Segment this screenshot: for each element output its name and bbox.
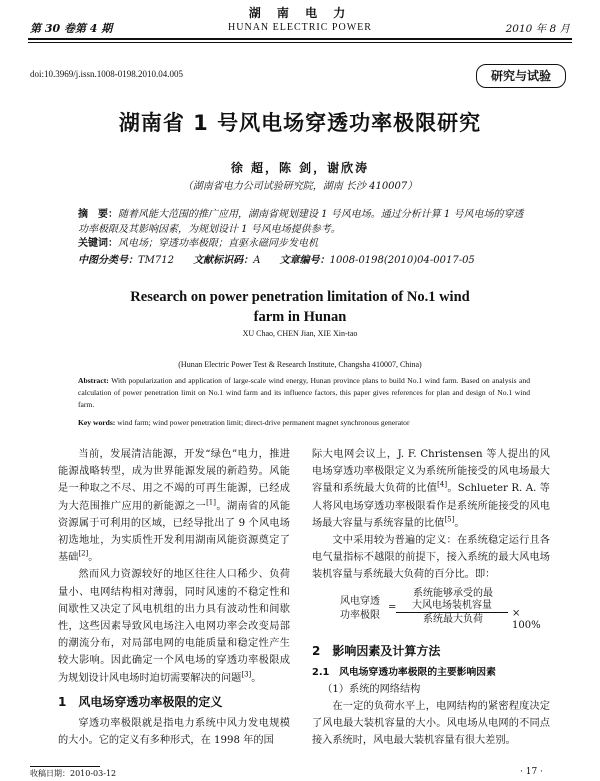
keywords-en <box>78 418 530 428</box>
paragraph: 际大电网会议上，J. F. Christensen 等人提出的风电场穿透功率极限定义为系统所能接受的风电场最大容量和系统最大负荷的比值[4]。Schlueter R. A. 等人将风电场穿透功率极限看作是系统所能接受的风电场最大容量与系统容量的比值[5]。 <box>312 449 550 529</box>
section-heading-1: 1 风电场穿透功率极限的定义 <box>58 694 223 709</box>
header-rule-thick <box>28 38 572 40</box>
received-date: 收稿日期：2010-03-12 <box>30 769 117 778</box>
paragraph: 当前，发展清洁能源，开发“绿色”电力，推进能源战略转型，成为世界能源发展的新趋势。风能是一种取之不尽、用之不竭的可再生能源，已经成为大范围推广应用的新能源之一[1]。湖南省的风能资源属于可利用的区域，已经导批出了 9 个风电场初选地址，为实质性开发利用湖南风能资源奠定了基础[2]。 <box>58 449 291 564</box>
affiliation-en: (Hunan Electric Power Test & Research Institute, Changsha 410007, China) <box>178 360 422 369</box>
list-item: （1）系统的网络结构 <box>322 683 421 695</box>
keywords-en-label: Key words: <box>78 418 116 427</box>
penetration-formula: 风电穿透 功率极限 = 系统能够承受的最 大风电场装机容量 系统最大负荷 × 100% <box>340 587 541 631</box>
abstract-en-text: With popularization and application of large-scale wind energy, Hunan province plans to build No.1 wind farm. Based on analysis and calculation of power penetration limit on No.1 wind farm and its influence factors, this paper gives references for plan and design of No.1 wind farm. <box>78 376 530 409</box>
doi: doi:10.3969/j.issn.1008-0198.2010.04.005 <box>30 69 184 79</box>
affiliation-cn: （湖南省电力公司试验研究院，湖南 长沙 410007） <box>182 181 418 192</box>
classification-line <box>78 254 538 268</box>
header-rule-thin <box>28 42 572 43</box>
keywords-label: 关键词： <box>78 238 118 249</box>
subsection-heading-2-1: 2.1 风电场穿透功率极限的主要影响因素 <box>312 666 496 678</box>
keywords-en-text: wind farm; wind power penetration limit; direct-drive permanent magnet synchronous generator <box>115 418 410 427</box>
abstract-cn <box>78 207 524 237</box>
body-column-left <box>58 446 290 749</box>
authors-cn: 徐 超，陈 剑，谢欣涛 <box>230 161 370 175</box>
paragraph: 在一定的负荷水平上，电网结构的紧密程度决定了风电最大装机容量的大小。风电场从电网的不同点接入系统时，风电最大装机容量有很大差别。 <box>312 700 550 747</box>
paragraph: 穿透功率极限就是指电力系统中风力发电规模的大小。它的定义有多种形式，在 1998 年的国 <box>58 717 290 747</box>
section-heading-2: 2 影响因素及计算方法 <box>312 643 441 658</box>
volume-issue: 第 30 卷第 4 期 <box>30 22 113 35</box>
authors-en: XU Chao, CHEN Jian, XIE Xin-tao <box>242 329 358 338</box>
keywords-text: 风电场；穿透功率极限；直驱永磁同步发电机 <box>118 238 318 249</box>
paper-title-en: Research on power penetration limitation of No.1 wind farm in Hunan <box>130 289 470 325</box>
keywords-cn <box>78 237 524 251</box>
footnote-rule <box>30 766 100 767</box>
paragraph: 文中采用较为普遍的定义：在系统稳定运行且各电气量指标不越限的前提下，接入系统的最大风电场装机容量与系统最大负荷的百分比。即： <box>312 535 550 581</box>
abstract-en <box>78 375 530 411</box>
issue-date: 2010 年 8 月 <box>505 23 570 35</box>
article-number: 文章编号：1008-0198(2010)04-0017-05 <box>279 255 475 266</box>
document-code: 文献标识码：A <box>193 255 261 266</box>
journal-name-cn: 湖 南 电 力 <box>248 6 352 20</box>
paper-title-cn: 湖南省 1 号风电场穿透功率极限研究 <box>118 111 482 135</box>
abstract-label: 摘 要： <box>78 209 118 220</box>
clc-code: 中图分类号：TM712 <box>78 255 174 266</box>
body-column-right <box>312 446 550 749</box>
page-number: · 17 · <box>520 767 543 777</box>
paragraph: 然而风力资源较好的地区往往人口稀少、负荷量小、电网结构相对薄弱，同时风速的不稳定性和间歇性又决定了风电机组的出力具有波动性和间歇性，这些因素导致风电场注入电网功率会改变局部的潮流分布，对局部电网的电能质量和稳定性产生较大影响。因此确定一个风电场的穿透功率极限成为规划设计风电场时迫切需要解决的问题[3]。 <box>58 569 290 684</box>
section-badge: 研究与试验 <box>476 64 566 88</box>
journal-name-en: HUNAN ELECTRIC POWER <box>228 22 372 33</box>
abstract-en-label: Abstract: <box>78 376 109 385</box>
abstract-text: 随着风能大范围的推广应用，湖南省规划建设 1 号风电场。通过分析计算 1 号风电场的穿透功率极限及其影响因素，为规划设计 1 号风电场提供参考。 <box>78 209 524 235</box>
